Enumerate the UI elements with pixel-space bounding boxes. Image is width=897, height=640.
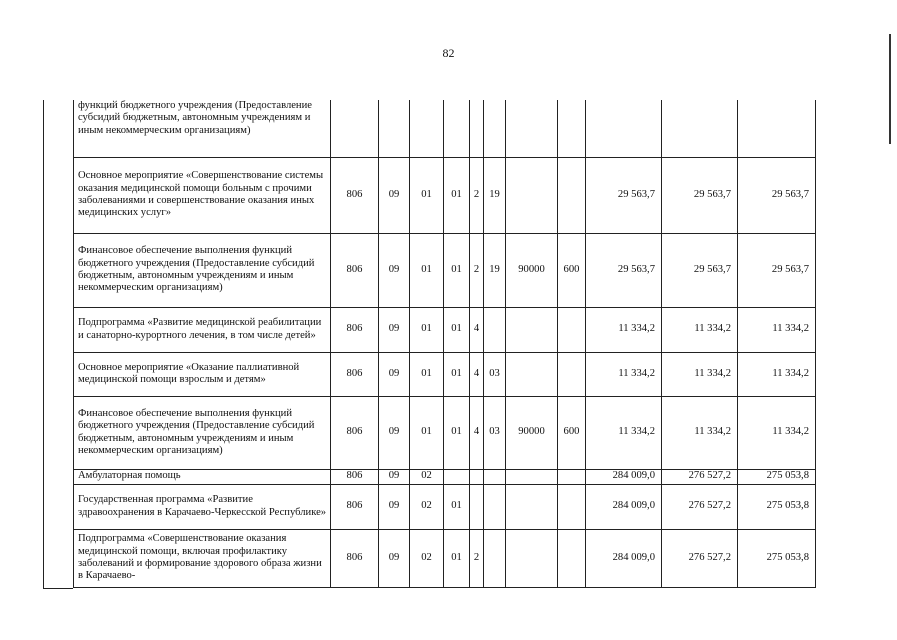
table-row [74,100,816,157]
cell-ministry-code: 806 [331,307,379,352]
cell-expense-type [558,529,586,587]
cell-subprogram-code [470,484,484,529]
cell-ministry-code: 806 [331,157,379,233]
cell-program-code: 01 [444,484,470,529]
cell-event-code: 03 [484,396,506,469]
row-name: Государственная программа «Развитие здравоохранения в Карачаево-Черкесской Республике» [74,484,331,529]
table-left-gutter [43,100,73,589]
cell-ministry-code: 806 [331,484,379,529]
row-name: Основное мероприятие «Совершенствование системы оказания медицинской помощи больным с прочими заболеваниями и совершенствование оказания иных медицинских услуг» [74,157,331,233]
cell-sum-year-3: 11 334,2 [738,396,816,469]
row-name: Подпрограмма «Совершенствование оказания медицинской помощи, включая профилактику заболеваний и формирование здорового образа жизни в Карачаево- [74,529,331,587]
cell-program-code: 01 [444,233,470,307]
cell-subprogram-code: 4 [470,396,484,469]
table-row [74,157,816,233]
cell-subprogram-code: 2 [470,529,484,587]
cell-sum-year-2: 276 527,2 [662,469,738,484]
cell-sum-year-3: 29 563,7 [738,157,816,233]
cell-direction-code [506,307,558,352]
budget-table [73,100,816,588]
cell-subprogram-code [470,469,484,484]
cell-expense-type [558,307,586,352]
table-row [74,352,816,396]
cell-section-code: 09 [379,352,410,396]
cell-subsection-code: 01 [410,352,444,396]
row-name: функций бюджетного учреждения (Предоставление субсидий бюджетным, автономным учреждениям и иным некоммерческим организациям) [74,100,331,157]
row-name: Амбулаторная помощь [74,469,331,484]
cell-subprogram-code [470,100,484,157]
table-row [74,233,816,307]
cell-expense-type [558,157,586,233]
cell-section-code: 09 [379,396,410,469]
cell-event-code: 19 [484,233,506,307]
cell-sum-year-2: 11 334,2 [662,352,738,396]
cell-sum-year-2: 276 527,2 [662,484,738,529]
cell-expense-type: 600 [558,233,586,307]
cell-section-code: 09 [379,307,410,352]
table-row [74,529,816,587]
cell-sum-year-3: 29 563,7 [738,233,816,307]
cell-ministry-code [331,100,379,157]
cell-event-code [484,100,506,157]
row-name: Основное мероприятие «Оказание паллиативной медицинской помощи взрослым и детям» [74,352,331,396]
cell-sum-year-1: 29 563,7 [586,157,662,233]
table-row [74,307,816,352]
page-number: 82 [442,46,455,60]
row-name: Финансовое обеспечение выполнения функций бюджетного учреждения (Предоставление субсидий бюджетным, автономным учреждениям и иным некоммерческим организациям) [74,233,331,307]
cell-sum-year-2 [662,100,738,157]
row-name: Подпрограмма «Развитие медицинской реабилитации и санаторно-курортного лечения, в том числе детей» [74,307,331,352]
cell-subprogram-code: 2 [470,157,484,233]
cell-sum-year-1: 284 009,0 [586,484,662,529]
cell-program-code: 01 [444,307,470,352]
cell-program-code: 01 [444,529,470,587]
cell-event-code [484,307,506,352]
cell-section-code: 09 [379,529,410,587]
cell-sum-year-2: 11 334,2 [662,396,738,469]
cell-ministry-code: 806 [331,529,379,587]
scan-edge-mark [889,34,891,144]
cell-section-code: 09 [379,469,410,484]
cell-section-code: 09 [379,484,410,529]
cell-direction-code [506,529,558,587]
cell-program-code [444,100,470,157]
table-row [74,484,816,529]
cell-event-code: 03 [484,352,506,396]
cell-subsection-code: 02 [410,529,444,587]
cell-ministry-code: 806 [331,233,379,307]
cell-program-code: 01 [444,157,470,233]
cell-subsection-code: 02 [410,484,444,529]
cell-sum-year-3 [738,100,816,157]
cell-ministry-code: 806 [331,469,379,484]
cell-sum-year-3: 275 053,8 [738,484,816,529]
table-row [74,396,816,469]
cell-program-code: 01 [444,352,470,396]
cell-direction-code [506,469,558,484]
cell-direction-code [506,100,558,157]
cell-sum-year-1: 11 334,2 [586,352,662,396]
cell-ministry-code: 806 [331,396,379,469]
cell-sum-year-1: 11 334,2 [586,396,662,469]
cell-direction-code: 90000 [506,396,558,469]
cell-subsection-code: 01 [410,396,444,469]
cell-sum-year-2: 276 527,2 [662,529,738,587]
cell-subsection-code: 01 [410,307,444,352]
cell-sum-year-1: 29 563,7 [586,233,662,307]
cell-event-code: 19 [484,157,506,233]
cell-program-code: 01 [444,396,470,469]
cell-expense-type [558,484,586,529]
cell-direction-code [506,484,558,529]
cell-sum-year-3: 11 334,2 [738,307,816,352]
cell-sum-year-1: 284 009,0 [586,529,662,587]
cell-event-code [484,529,506,587]
cell-sum-year-2: 11 334,2 [662,307,738,352]
cell-subsection-code: 02 [410,469,444,484]
cell-subsection-code [410,100,444,157]
cell-event-code [484,469,506,484]
cell-sum-year-2: 29 563,7 [662,157,738,233]
cell-sum-year-3: 11 334,2 [738,352,816,396]
cell-expense-type: 600 [558,396,586,469]
cell-section-code: 09 [379,157,410,233]
cell-subprogram-code: 2 [470,233,484,307]
cell-event-code [484,484,506,529]
row-name: Финансовое обеспечение выполнения функций бюджетного учреждения (Предоставление субсидий бюджетным, автономным учреждениям и иным некоммерческим организациям) [74,396,331,469]
cell-direction-code [506,157,558,233]
cell-ministry-code: 806 [331,352,379,396]
cell-direction-code [506,352,558,396]
cell-subsection-code: 01 [410,157,444,233]
cell-section-code: 09 [379,233,410,307]
cell-subprogram-code: 4 [470,307,484,352]
cell-expense-type [558,100,586,157]
cell-expense-type [558,352,586,396]
cell-sum-year-3: 275 053,8 [738,469,816,484]
cell-sum-year-3: 275 053,8 [738,529,816,587]
table-row [74,469,816,484]
cell-program-code [444,469,470,484]
cell-subsection-code: 01 [410,233,444,307]
cell-sum-year-1: 11 334,2 [586,307,662,352]
cell-sum-year-1: 284 009,0 [586,469,662,484]
cell-sum-year-1 [586,100,662,157]
cell-subprogram-code: 4 [470,352,484,396]
cell-sum-year-2: 29 563,7 [662,233,738,307]
cell-expense-type [558,469,586,484]
cell-section-code [379,100,410,157]
cell-direction-code: 90000 [506,233,558,307]
